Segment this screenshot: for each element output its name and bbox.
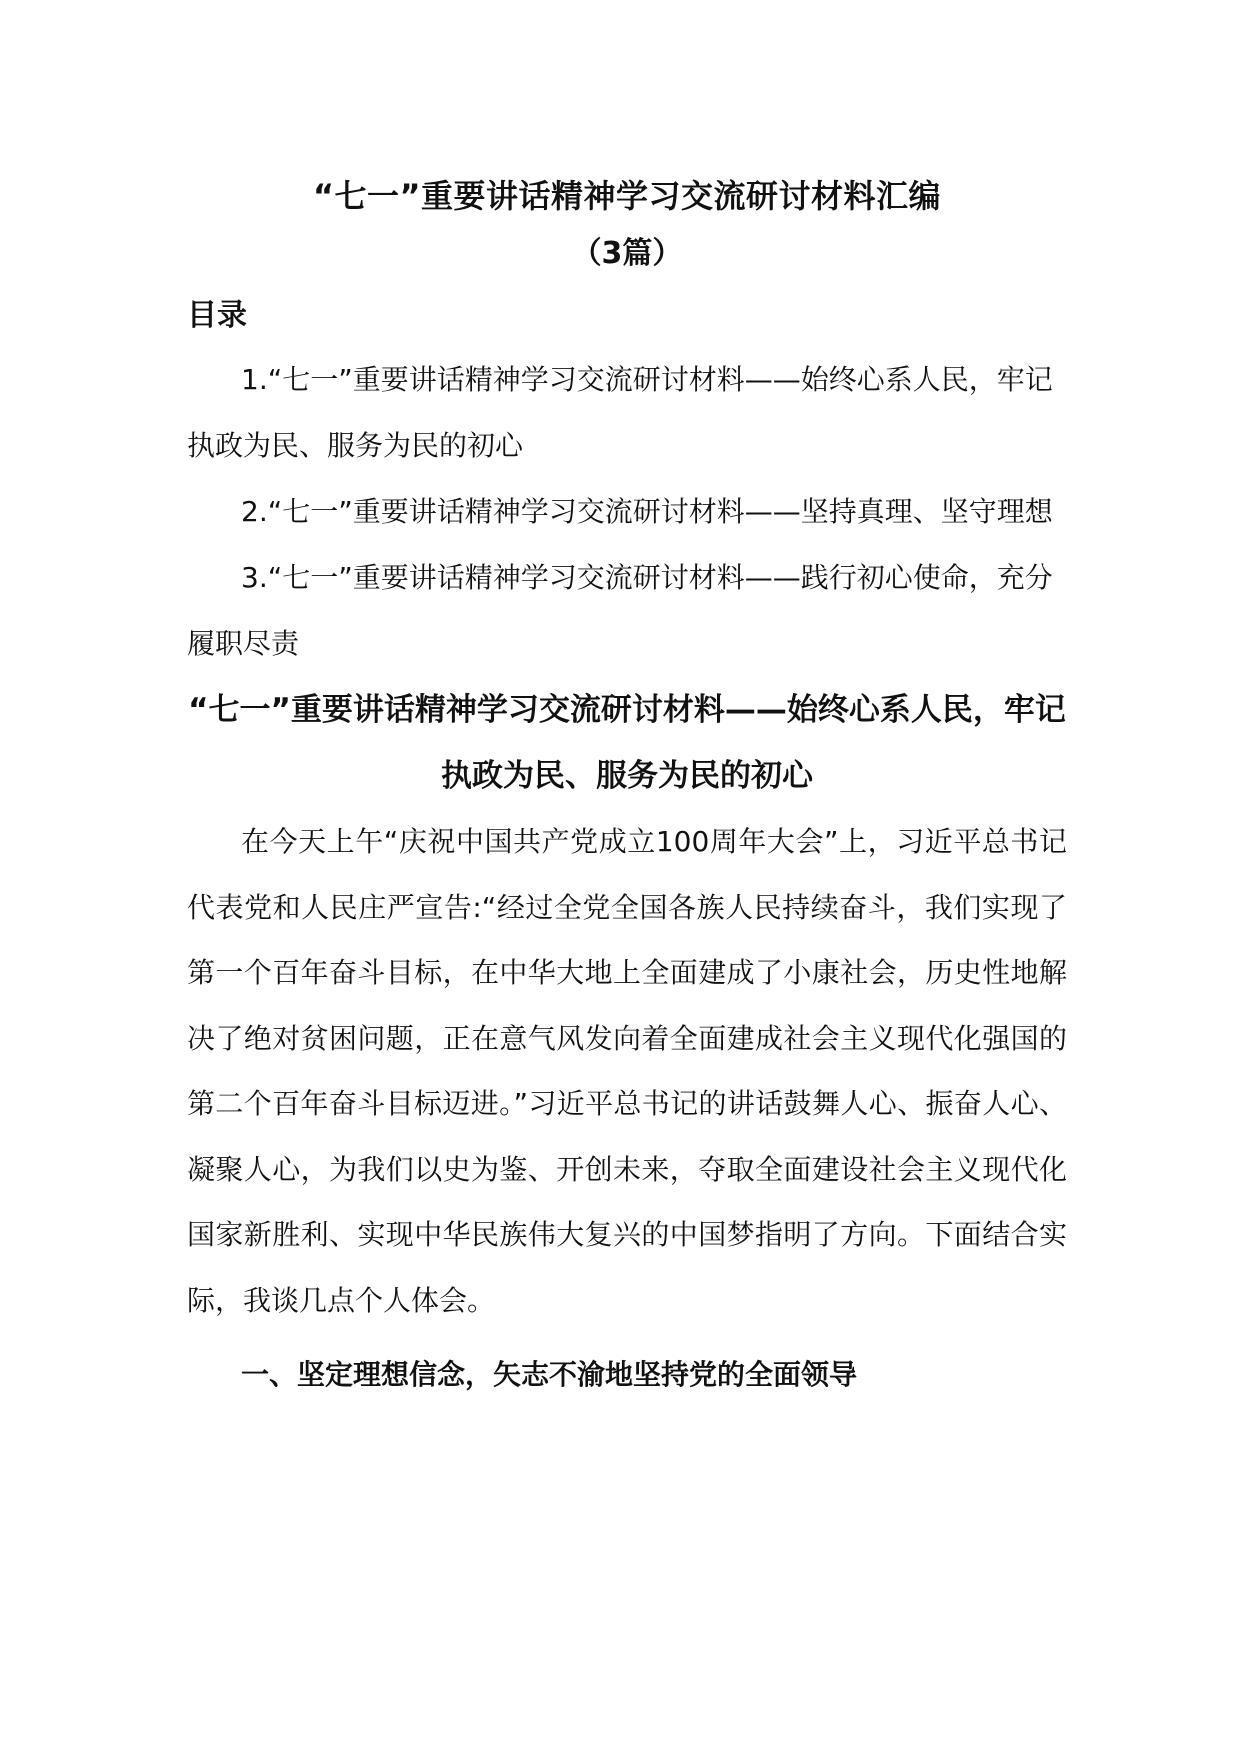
toc-item-1[interactable]: 1.“七一”重要讲话精神学习交流研讨材料——始终心系人民，牢记执政为民、服务为民的初心	[187, 363, 1053, 462]
document-subtitle: （3篇）	[571, 236, 683, 271]
body-paragraph-1: 在今天上午“庆祝中国共产党成立100周年大会”上，习近平总书记代表党和人民庄严宣告:“经过全党全国各族人民持续奋斗，我们实现了第一个百年奋斗目标，在中华大地上全面建成了小康社会，历史性地解决了绝对贫困问题，正在意气风发向着全面建成社会主义现代化强国的第二个百年奋斗目标迈进。”习近平总书记的讲话鼓舞人心、振奋人心、凝聚人心，为我们以史为鉴、开创未来，夺取全面建设社会主义现代化国家新胜利、实现中华民族伟大复兴的中国梦指明了方向。下面结合实际，我谈几点个人体会。	[187, 825, 1067, 1317]
sub-heading-1: 一、坚定理想信念，矢志不渝地坚持党的全面领导	[241, 1358, 858, 1391]
section-title: “七一”重要讲话精神学习交流研讨材料——始终心系人民，牢记执政为民、服务为民的初心	[188, 692, 1066, 794]
document-content	[187, 165, 1067, 1409]
document-title: “七一”重要讲话精神学习交流研讨材料汇编	[312, 177, 942, 215]
toc-list	[187, 347, 1067, 677]
toc-item-3[interactable]: 3.“七一”重要讲话精神学习交流研讨材料——践行初心使命，充分履职尽责	[187, 561, 1053, 660]
toc-item-2[interactable]: 2.“七一”重要讲话精神学习交流研讨材料——坚持真理、坚守理想	[241, 495, 1053, 528]
toc-heading: 目录	[187, 298, 247, 333]
